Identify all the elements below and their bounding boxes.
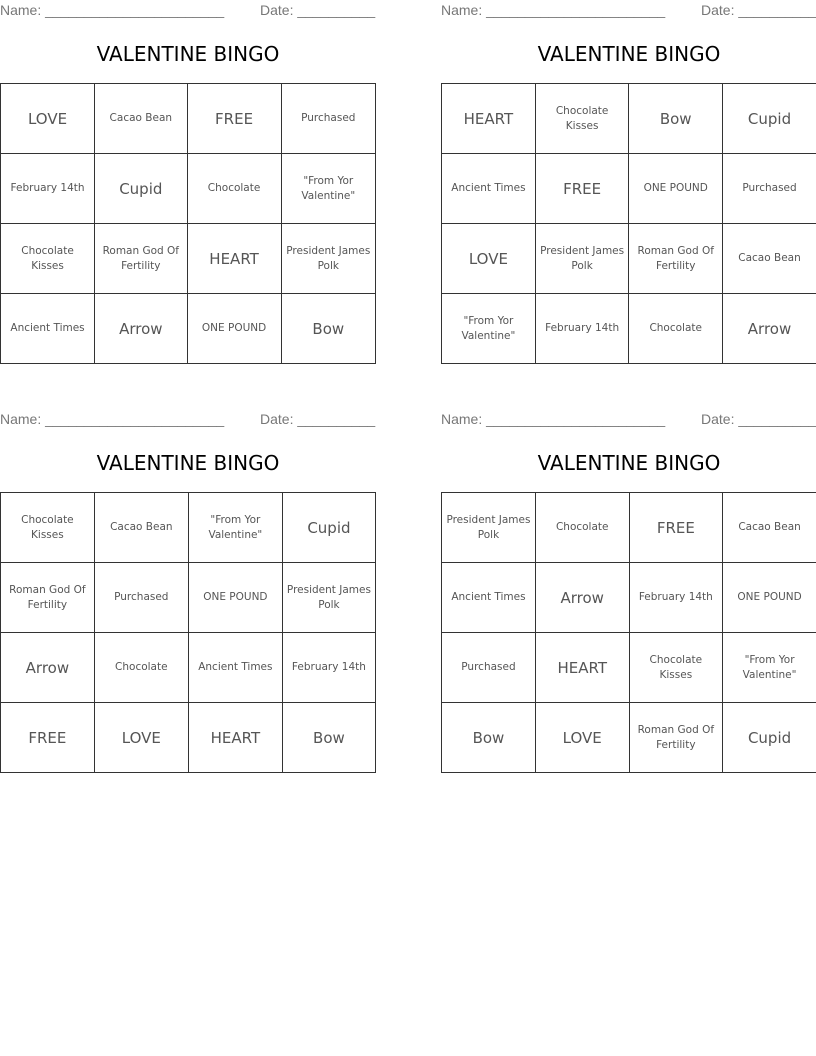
- bingo-cell: Chocolate: [94, 633, 188, 703]
- bingo-grid: [0, 492, 376, 773]
- bingo-cell: ONE POUND: [188, 563, 282, 633]
- bingo-cell: President James Polk: [282, 563, 375, 633]
- bingo-row: [1, 84, 376, 154]
- bingo-cell: LOVE: [442, 224, 536, 294]
- name-field: Name: _______________________: [0, 411, 225, 427]
- bingo-cell: LOVE: [535, 703, 629, 773]
- bingo-row: [1, 294, 376, 364]
- bingo-cell: President James Polk: [442, 493, 536, 563]
- bingo-card: [441, 409, 816, 781]
- bingo-row: [442, 154, 816, 224]
- date-field: Date: __________: [260, 2, 376, 18]
- bingo-cell: Chocolate Kisses: [1, 493, 95, 563]
- bingo-cell: Purchased: [281, 84, 375, 154]
- bingo-card: [0, 409, 376, 781]
- bingo-card: [0, 0, 376, 372]
- bingo-cell: Roman God Of Fertility: [629, 224, 723, 294]
- bingo-row: [1, 224, 376, 294]
- bingo-cell: February 14th: [629, 563, 723, 633]
- bingo-cell: "From Yor Valentine": [723, 633, 816, 703]
- bingo-row: [442, 633, 816, 703]
- bingo-cell: Cacao Bean: [723, 493, 816, 563]
- bingo-cell: Purchased: [723, 154, 816, 224]
- bingo-cell: Cupid: [95, 154, 187, 224]
- bingo-cell: Chocolate Kisses: [629, 633, 723, 703]
- date-field: Date: __________: [260, 411, 376, 427]
- bingo-grid: [0, 83, 376, 364]
- bingo-cell: LOVE: [1, 84, 95, 154]
- bingo-cell: Arrow: [95, 294, 187, 364]
- bingo-cell: Ancient Times: [1, 294, 95, 364]
- bingo-cell: "From Yor Valentine": [442, 294, 536, 364]
- bingo-cell: Bow: [442, 703, 536, 773]
- bingo-cell: February 14th: [1, 154, 95, 224]
- bingo-row: [442, 294, 816, 364]
- bingo-cell: HEART: [187, 224, 281, 294]
- bingo-cell: Arrow: [1, 633, 95, 703]
- bingo-cell: Chocolate Kisses: [535, 84, 629, 154]
- bingo-cell: Cupid: [723, 703, 816, 773]
- bingo-row: [1, 154, 376, 224]
- bingo-cell: FREE: [629, 493, 723, 563]
- bingo-card: [441, 0, 816, 372]
- bingo-cell: Purchased: [442, 633, 536, 703]
- bingo-cell: Bow: [282, 703, 375, 773]
- bingo-cell: FREE: [187, 84, 281, 154]
- bingo-cell: Cacao Bean: [723, 224, 816, 294]
- bingo-cell: Bow: [629, 84, 723, 154]
- bingo-row: [442, 493, 816, 563]
- bingo-row: [1, 703, 376, 773]
- bingo-cell: President James Polk: [535, 224, 629, 294]
- bingo-cell: Cacao Bean: [94, 493, 188, 563]
- bingo-cell: "From Yor Valentine": [188, 493, 282, 563]
- card-title: VALENTINE BINGO: [537, 451, 721, 475]
- bingo-cell: Chocolate: [629, 294, 723, 364]
- bingo-cell: President James Polk: [281, 224, 375, 294]
- bingo-cell: Cupid: [282, 493, 375, 563]
- bingo-cell: Roman God Of Fertility: [629, 703, 723, 773]
- bingo-cell: Bow: [281, 294, 375, 364]
- card-title: VALENTINE BINGO: [537, 42, 721, 66]
- bingo-row: [442, 563, 816, 633]
- name-field: Name: _______________________: [441, 411, 666, 427]
- date-field: Date: __________: [701, 411, 816, 427]
- bingo-cell: HEART: [535, 633, 629, 703]
- bingo-cell: FREE: [535, 154, 629, 224]
- bingo-cell: LOVE: [94, 703, 188, 773]
- bingo-cell: ONE POUND: [629, 154, 723, 224]
- bingo-cell: Ancient Times: [188, 633, 282, 703]
- bingo-cell: Chocolate: [187, 154, 281, 224]
- bingo-cell: Ancient Times: [442, 154, 536, 224]
- card-title: VALENTINE BINGO: [96, 451, 280, 475]
- bingo-cell: "From Yor Valentine": [281, 154, 375, 224]
- bingo-cell: FREE: [1, 703, 95, 773]
- bingo-cell: Purchased: [94, 563, 188, 633]
- bingo-cell: Cupid: [723, 84, 816, 154]
- bingo-cell: Roman God Of Fertility: [95, 224, 187, 294]
- bingo-cell: HEART: [188, 703, 282, 773]
- date-field: Date: __________: [701, 2, 816, 18]
- bingo-cell: ONE POUND: [187, 294, 281, 364]
- bingo-row: [442, 84, 816, 154]
- bingo-cell: Arrow: [723, 294, 816, 364]
- bingo-row: [1, 563, 376, 633]
- bingo-cell: Roman God Of Fertility: [1, 563, 95, 633]
- bingo-cell: February 14th: [535, 294, 629, 364]
- bingo-cell: Ancient Times: [442, 563, 536, 633]
- bingo-cell: February 14th: [282, 633, 375, 703]
- name-field: Name: _______________________: [0, 2, 225, 18]
- bingo-cell: Arrow: [535, 563, 629, 633]
- bingo-row: [1, 493, 376, 563]
- bingo-cell: Chocolate Kisses: [1, 224, 95, 294]
- bingo-cell: Chocolate: [535, 493, 629, 563]
- card-title: VALENTINE BINGO: [96, 42, 280, 66]
- bingo-row: [442, 703, 816, 773]
- bingo-row: [1, 633, 376, 703]
- bingo-grid: [441, 492, 816, 773]
- bingo-grid: [441, 83, 816, 364]
- bingo-cell: Cacao Bean: [95, 84, 187, 154]
- name-field: Name: _______________________: [441, 2, 666, 18]
- bingo-cell: HEART: [442, 84, 536, 154]
- bingo-cell: ONE POUND: [723, 563, 816, 633]
- bingo-row: [442, 224, 816, 294]
